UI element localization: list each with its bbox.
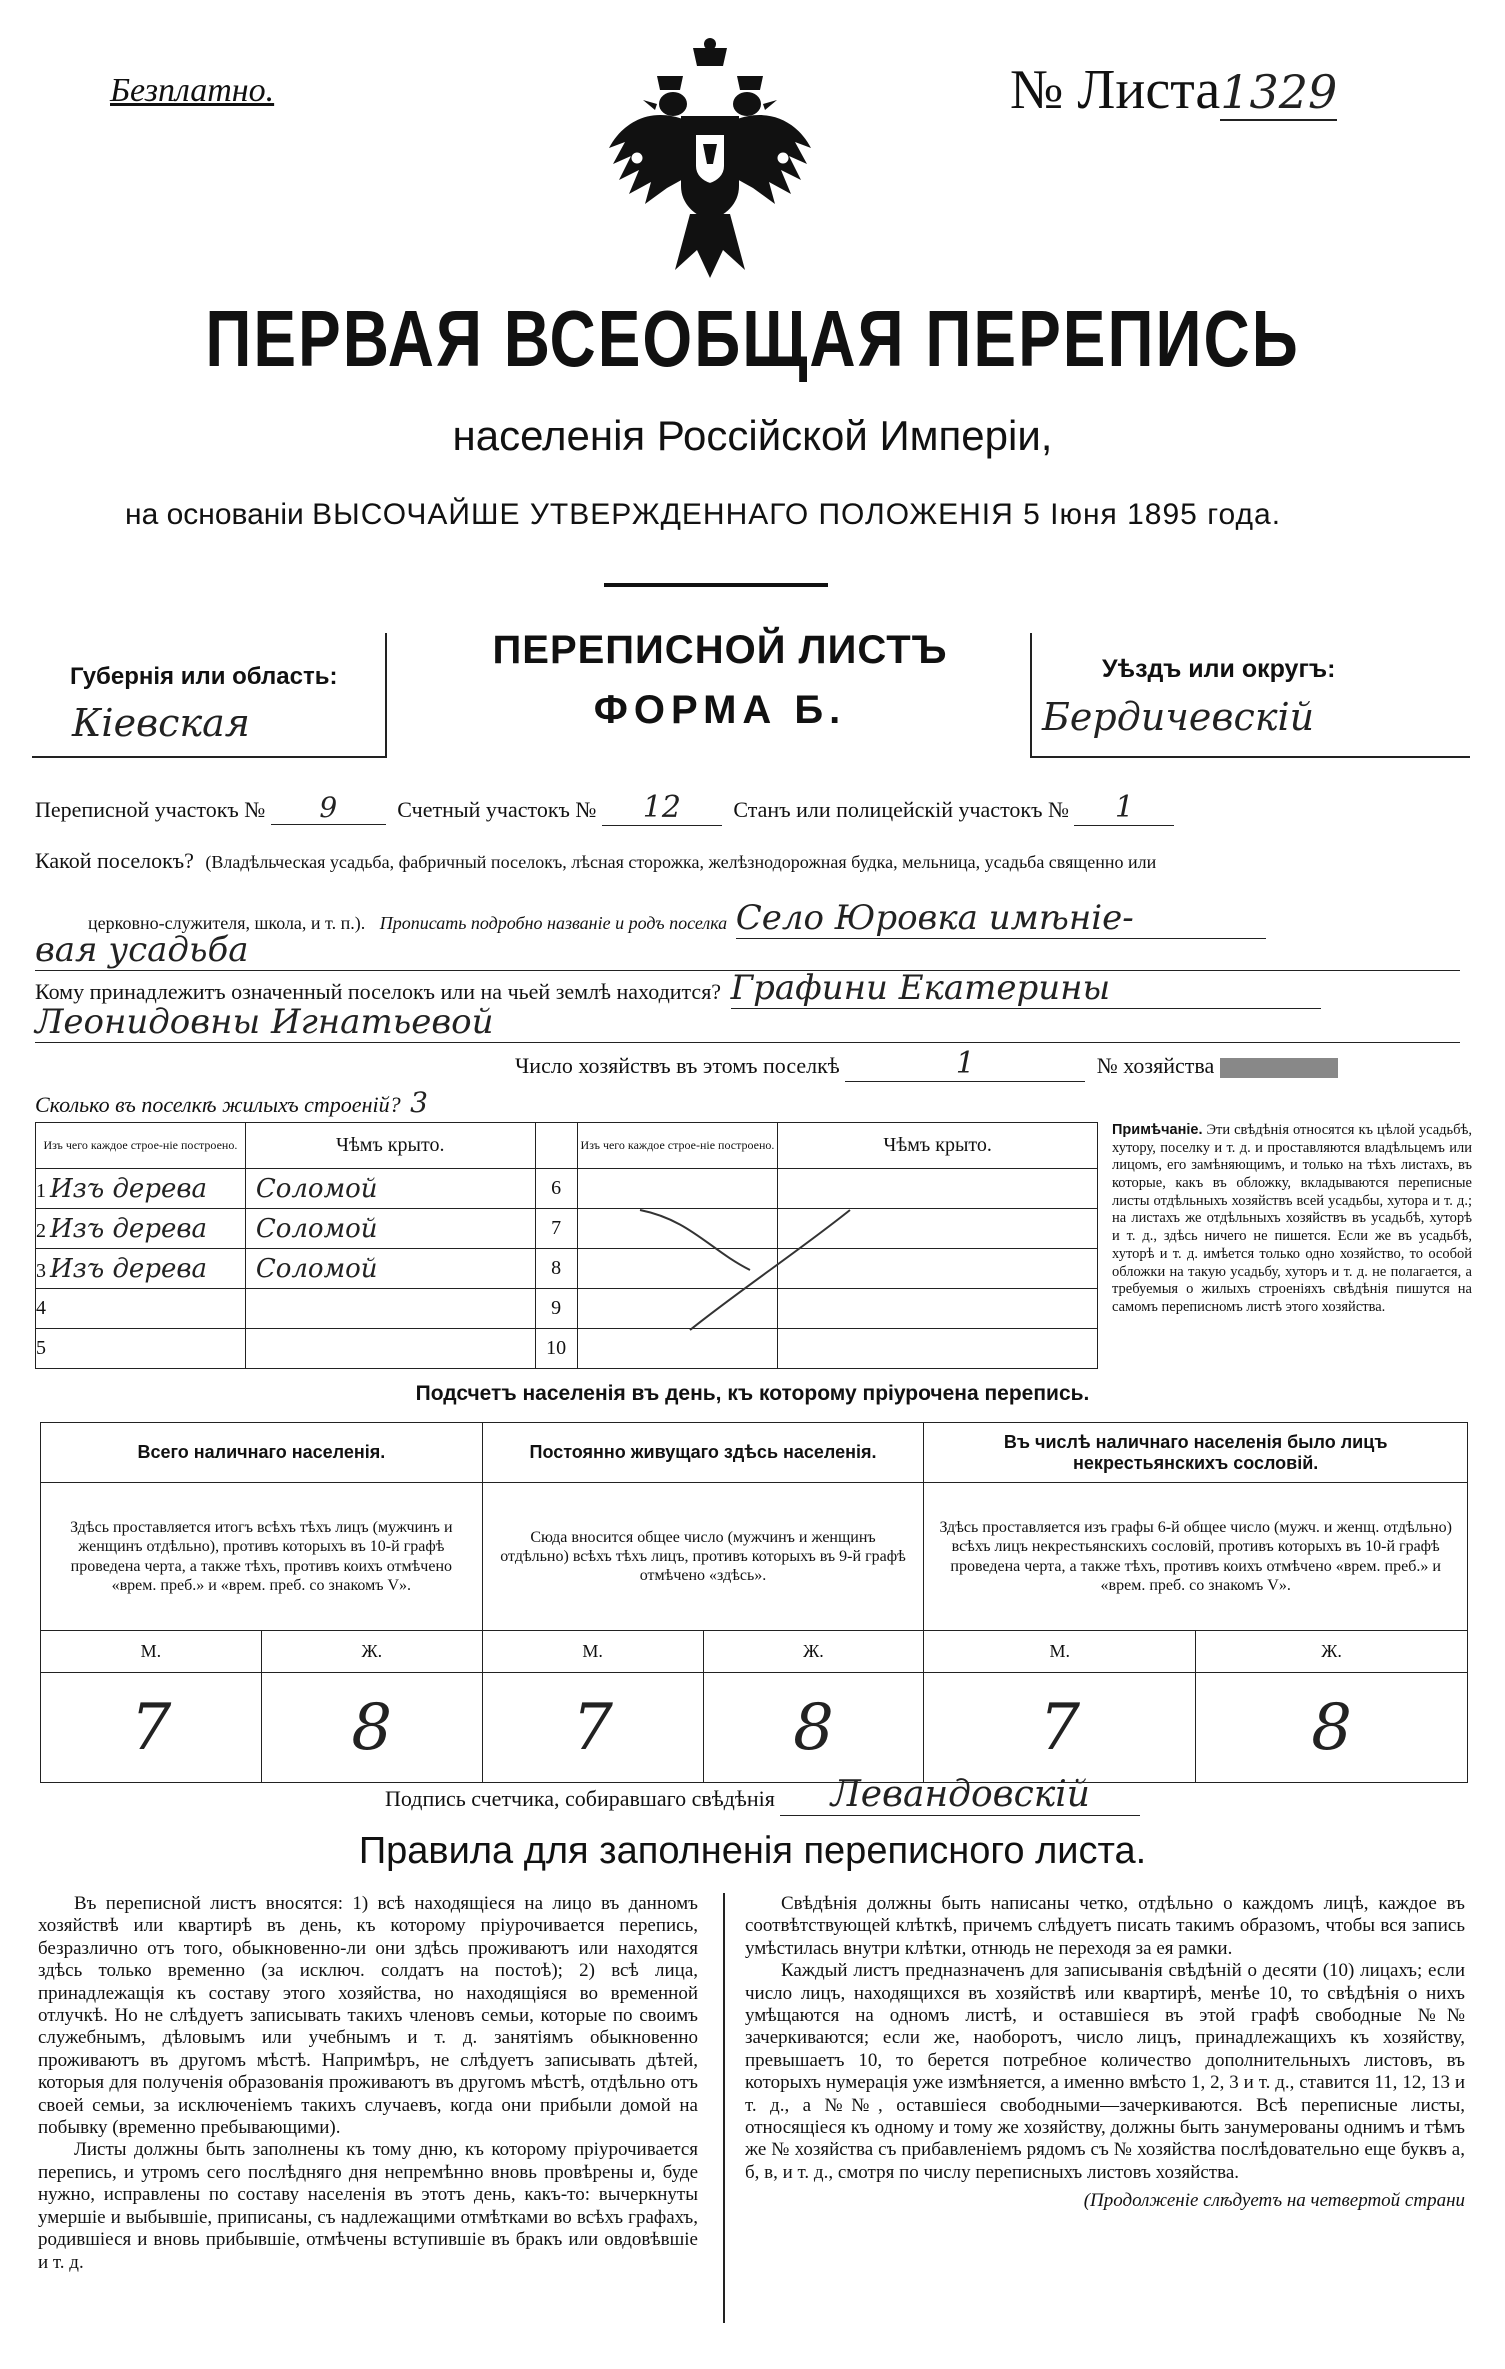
census-area-value: 9 — [271, 791, 386, 825]
buildings-row — [35, 1086, 428, 1119]
roof-cell: Соломой — [245, 1209, 535, 1249]
rules-title: Правила для заполненія переписного листа. — [358, 1830, 1147, 1872]
counting-area-value: 12 — [602, 790, 722, 826]
population-col-permanent-header: Постоянно живущаго здѣсь населенія. — [482, 1423, 924, 1483]
signature-row — [385, 1774, 1140, 1816]
roof-cell: Соломой — [245, 1169, 535, 1209]
table-header-roof-right: Чѣмъ крыто. — [778, 1123, 1098, 1169]
settlement-value-1: Село Юровка имѣніе- — [736, 898, 1266, 939]
row-number: 4 — [36, 1297, 46, 1319]
signature-label: Подпись счетчика, собиравшаго свѣдѣнія — [385, 1786, 775, 1811]
permanent-female-value: 8 — [703, 1673, 924, 1783]
population-col-total-text: Здѣсь проставляется итогъ всѣхъ тѣхъ лицъ (мужчинъ и женщинъ отдѣльно), противъ которыхъ въ 10-й графѣ проведена черта, а также тѣхъ, противъ коихъ отмѣчено «врем. преб.» и «врем. преб. со знакомъ V». — [41, 1483, 483, 1631]
female-label: Ж. — [261, 1631, 482, 1673]
province-label: Губернія или область: — [70, 663, 338, 690]
settlement-hint: (Владѣльческая усадьба, фабричный поселокъ, лѣсная сторожка, желѣзнодорожная будка, мельница, усадьба священно или — [205, 852, 1157, 872]
note-text: Эти свѣдѣнія относятся къ цѣлой усадьбѣ, хутору, поселку и т. д. и проставляются владѣльцемъ или лицомъ, его замѣняющимъ, и только на тѣхъ листахъ, въ которые, какъ въ обложку, вкладываются переписные листы отдѣльныхъ хозяйствъ всей усадьбы, хутора и т. д.; на листахъ же отдѣльныхъ хозяйствъ въ усадьбѣ, хуторѣ и т. д., здѣсь ничего не пишется. Если же въ усадьбѣ, хуторѣ и т. д. имѣется только одно хозяйство, то особой обложки на такую усадьбу, хуторъ и т. д. не полагается, а требуемыя о жилыхъ строеніяхъ свѣдѣнія пишутся на самомъ переписномъ листѣ этого хозяйства. — [1112, 1122, 1472, 1315]
male-label: М. — [924, 1631, 1196, 1673]
police-area-label: Станъ или полицейскій участокъ № — [733, 797, 1069, 822]
rules-right-column — [745, 1893, 1465, 2213]
households-label: Число хозяйствъ въ этомъ поселкѣ — [515, 1053, 840, 1078]
sheet-number-label: № Листа — [1010, 59, 1221, 121]
settlement-instruction: Прописать подробно названіе и родъ поселка — [379, 913, 728, 933]
form-title: ПЕРЕПИСНОЙ ЛИСТЪ — [492, 628, 948, 672]
total-male-value: 7 — [41, 1673, 262, 1783]
rules-right-paragraph-1: Свѣдѣнія должны быть написаны четко, отдѣльно о каждомъ лицѣ, каждое въ соотвѣтствующей клѣткѣ, причемъ слѣдуетъ писать такимъ образомъ, чтобы вся запись умѣстилась внутри клѣтки, отнюдь не переходя за ея рамки. — [745, 1893, 1465, 1959]
buildings-value: 3 — [410, 1086, 428, 1119]
settlement-value-2: вая усадьба — [35, 930, 1460, 971]
row-number: 7 — [535, 1209, 577, 1249]
row-number: 1 — [36, 1179, 46, 1202]
decree-basis — [125, 498, 1281, 532]
row-number: 3 — [36, 1259, 46, 1282]
row-number: 8 — [535, 1249, 577, 1289]
row-number: 5 — [36, 1337, 46, 1359]
page-title: ПЕРВАЯ ВСЕОБЩАЯ ПЕРЕПИСЬ — [205, 293, 1300, 384]
decree-basis-prefix: на основаніи — [125, 498, 304, 531]
owner-value-2: Леонидовны Игнатьевой — [35, 1002, 1460, 1043]
rules-left-paragraph-1: Въ переписной листъ вносятся: 1) всѣ находящіеся на лицо въ данномъ хозяйствѣ или квартирѣ въ день, къ которому пріурочивается перепись, безразлично отъ того, обыкновенно-ли они здѣсь проживаютъ или находятся здѣсь только временно (за исключ. солдатъ на постоѣ); 2) всѣ лица, принадлежащія къ составу этого хозяйства, но находящіяся во временной отлучкѣ. Но не слѣдуетъ записывать такихъ членовъ семьи, которые по своимъ служебнымъ, дѣловымъ или учебнымъ и т. д. занятіямъ обыкновенно проживаютъ въ другомъ мѣстѣ. Напримѣръ, не слѣдуетъ записывать дѣтей, которыя для полученія образованія проживаютъ въ другомъ мѣстѣ, отдѣльно отъ своей семьи, за исключеніемъ такихъ случаевъ, когда они прибыли домой на побывку (временно пребывающими). — [38, 1893, 698, 2139]
material-cell: Изъ дерева — [50, 1253, 207, 1284]
roof-cell: Соломой — [245, 1249, 535, 1289]
female-label: Ж. — [703, 1631, 924, 1673]
district-value: Бердичевскій — [1042, 695, 1315, 739]
sheet-number-value: 1329 — [1220, 65, 1338, 119]
rules-continuation: (Продолженіе слѣдуетъ на четвертой страни — [1083, 2190, 1465, 2212]
signature-value: Левандовскій — [780, 1774, 1140, 1816]
population-table — [40, 1422, 1468, 1783]
note-block — [1112, 1122, 1472, 1317]
rules-right-paragraph-2: Каждый листъ предназначенъ для записыванія свѣдѣній о десяти (10) лицахъ; если число лицъ, находящихся въ хозяйствѣ или квартирѣ, менѣе 10, то свѣдѣнія о нихъ умѣщаются на одномъ листѣ, и оставшіеся въ этой графѣ свободные №№ зачеркиваются; если же, наоборотъ, число лицъ, принадлежащихъ къ хозяйству, превышаетъ 10, то берется потребное количество дополнительныхъ листовъ, въ которыхъ нумерація уже измѣняется, а именно вмѣсто 1, 2, 3 и т. д., ставится 11, 12, 13 и т. д., а №№, оставшіеся свободными—зачеркиваются. Всѣ переписные листы, относящіеся къ одному и тому же хозяйству, должны быть занумерованы однимъ и тѣмъ же № хозяйства съ прибавленіемъ рядомъ съ № хозяйства послѣдовательно еще буквъ а, б, в, и т. д., смотря по числу переписныхъ листовъ хозяйства. — [745, 1960, 1465, 2183]
population-col-total-header: Всего наличнаго населенія. — [41, 1423, 483, 1483]
household-number-redacted — [1220, 1058, 1338, 1078]
counting-area-label: Счетный участокъ № — [397, 797, 597, 822]
male-label: М. — [482, 1631, 703, 1673]
permanent-male-value: 7 — [482, 1673, 703, 1783]
province-value: Кіевская — [72, 701, 250, 745]
settlement-label: Какой поселокъ? — [35, 848, 194, 873]
table-header-roof-left: Чѣмъ крыто. — [245, 1123, 535, 1169]
female-label: Ж. — [1196, 1631, 1468, 1673]
free-label: Безплатно. — [110, 72, 275, 109]
buildings-label: Сколько въ поселкѣ жилыхъ строеній? — [35, 1092, 401, 1117]
page-subtitle: населенія Россійской Имперіи, — [452, 412, 1053, 459]
title-divider — [604, 583, 828, 587]
settlement-hint-2: церковно-служителя, школа, и т. п.). — [88, 913, 366, 933]
census-area-label: Переписной участокъ № — [35, 797, 266, 822]
population-col-nonpeasant-header: Въ числѣ наличнаго населенія было лицъ некрестьянскихъ сословій. — [924, 1423, 1468, 1483]
households-value: 1 — [845, 1046, 1085, 1082]
decree-basis-main: ВЫСОЧАЙШЕ УТВЕРЖДЕННАГО ПОЛОЖЕНІЯ 5 Іюня 1895 года. — [312, 498, 1282, 531]
owner-label: Кому принадлежитъ означенный поселокъ или на чьей землѣ находится? — [35, 979, 722, 1004]
material-cell: Изъ дерева — [50, 1173, 207, 1204]
population-col-permanent-text: Сюда вносится общее число (мужчинъ и женщинъ отдѣльно) всѣхъ тѣхъ лицъ, противъ которыхъ въ 9-й графѣ отмѣчено «здѣсь». — [482, 1483, 924, 1631]
strike-through-marks — [600, 1190, 1100, 1350]
rules-left-column — [38, 1893, 698, 2274]
population-col-nonpeasant-text: Здѣсь проставляется изъ графы 6-й общее число (мужч. и женщ. отдѣльно) всѣхъ лицъ некрестьянскихъ сословій, противъ которыхъ въ 10-й графѣ проведена черта, а также тѣхъ, противъ коихъ отмѣчено «врем. преб.» и «врем. преб. со знакомъ V». — [924, 1483, 1468, 1631]
row-number: 2 — [36, 1219, 46, 1242]
owner-value-1: Графини Екатерины — [731, 968, 1321, 1009]
table-header-material-left: Изъ чего каждое строе-ніе построено. — [36, 1123, 246, 1169]
sheet-number — [1010, 58, 1337, 122]
row-number: 10 — [535, 1329, 577, 1369]
rules-left-paragraph-2: Листы должны быть заполнены къ тому дню, къ которому пріурочивается перепись, и утромъ сего послѣдняго дня непремѣнно вновь провѣрены и, буде нужно, исправлены по составу населенія въ этотъ день, какъ-то: вычеркнуты умершіе и выбывшіе, приписаны, съ надлежащими отмѣтками во всѣхъ графахъ, родившіеся и вновь прибывшіе, отмѣчены вступившіе въ бракъ или овдовѣвшіе и т. д. — [38, 2139, 698, 2273]
nonpeasant-female-value: 8 — [1196, 1673, 1468, 1783]
row-number: 9 — [535, 1289, 577, 1329]
table-header-material-right: Изъ чего каждое строе-ніе построено. — [577, 1123, 778, 1169]
material-cell: Изъ дерева — [50, 1213, 207, 1244]
note-title: Примѣчаніе. — [1112, 1122, 1203, 1138]
form-subtitle: ФОРМА Б. — [593, 688, 847, 732]
nonpeasant-male-value: 7 — [924, 1673, 1196, 1783]
population-title: Подсчетъ населенія въ день, къ которому пріурочена перепись. — [415, 1382, 1090, 1405]
settlement-row — [35, 848, 1156, 874]
areas-row — [35, 790, 1174, 826]
district-box — [1030, 633, 1470, 758]
total-female-value: 8 — [261, 1673, 482, 1783]
police-area-value: 1 — [1074, 790, 1174, 826]
row-number: 6 — [535, 1169, 577, 1209]
district-label: Уѣздъ или округъ: — [1102, 655, 1336, 683]
household-number-label: № хозяйства — [1096, 1053, 1215, 1078]
rules-column-divider — [723, 1893, 725, 2323]
male-label: М. — [41, 1631, 262, 1673]
households-row — [515, 1046, 1338, 1082]
province-box — [32, 633, 387, 758]
imperial-eagle-emblem — [595, 38, 825, 283]
